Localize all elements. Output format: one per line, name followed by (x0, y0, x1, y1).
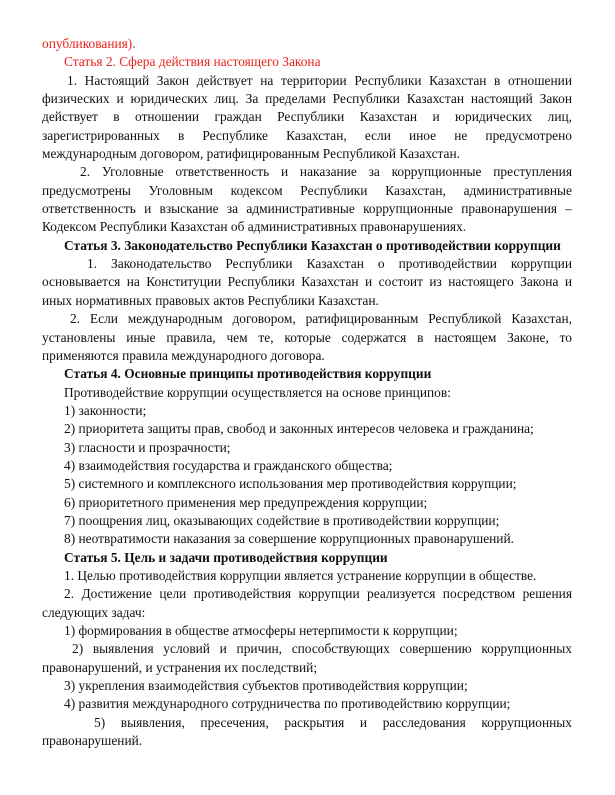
article-heading: Статья 5. Цель и задачи противодействия коррупции (64, 549, 388, 565)
article-heading: Статья 2. Сфера действия настоящего Закона (64, 54, 321, 70)
paragraph-line: 2. Если международным договором, ратифицированным Республикой Казахстан, (70, 311, 572, 327)
paragraph-line: 1) законности; (64, 402, 147, 418)
paragraph-line: 5) выявления, пресечения, раскрытия и расследования коррупционных (94, 714, 572, 730)
paragraph-line: 1) формирования в обществе атмосферы нетерпимости к коррупции; (64, 623, 458, 638)
paragraph-line: применяются правила международного договора. (42, 347, 325, 363)
paragraph-line: зарегистрированных в Республике Казахстан, если иное не предусмотрено (42, 127, 572, 143)
article-heading: Статья 3. Законодательство Республики Казахстан о противодействии коррупции (64, 237, 561, 253)
paragraph-line: правонарушений, и устранения их последствий; (42, 659, 318, 675)
paragraph-line: ответственность и взыскание за административные коррупционные правонарушения – (42, 201, 572, 217)
paragraph-line: иных нормативных правовых актов Республики Казахстан. (42, 292, 379, 308)
document-page (42, 35, 572, 750)
article-heading: Статья 4. Основные принципы противодействия коррупции (64, 366, 432, 382)
paragraph-line: 2. Достижение цели противодействия коррупции реализуется посредством решения (64, 586, 572, 602)
paragraph-line: 2) выявления условий и причин, способствующих совершению коррупционных (72, 641, 572, 657)
paragraph-line: Кодексом Республики Казахстан об административных правонарушениях. (42, 219, 467, 235)
paragraph-line: предусмотрены Уголовным кодексом Республики Казахстан, административные (42, 182, 572, 198)
paragraph-line: международным договором, ратифицированным Республикой Казахстан. (42, 146, 460, 162)
paragraph-line: 4) развития международного сотрудничества по противодействию коррупции; (64, 696, 511, 712)
paragraph-line: 2. Уголовные ответственность и наказание за коррупционные преступления (80, 164, 572, 180)
paragraph-line: 3) гласности и прозрачности; (64, 439, 231, 455)
paragraph-line: правонарушений. (42, 733, 143, 749)
paragraph-line: 4) взаимодействия государства и гражданского общества; (64, 457, 393, 473)
paragraph-line: 1. Целью противодействия коррупции является устранение коррупции в обществе. (64, 567, 537, 583)
paragraph-line: 3) укрепления взаимодействия субъектов противодействия коррупции; (64, 678, 468, 694)
paragraph-line: действует в отношении граждан Республики Казахстан и юридических лиц, (42, 109, 572, 125)
paragraph-line: 2) приоритета защиты прав, свобод и законных интересов человека и гражданина; (64, 421, 534, 437)
paragraph-line: следующих задач: (42, 604, 146, 620)
paragraph-line: 1. Законодательство Республики Казахстан о противодействии коррупции (87, 256, 572, 272)
paragraph-line: установлены иные правила, чем те, которые содержатся в настоящем Законе, то (42, 329, 572, 345)
paragraph-line: 7) поощрения лиц, оказывающих содействие в противодействии коррупции; (64, 512, 500, 528)
paragraph-line: 5) системного и комплексного использования мер противодействия коррупции; (64, 476, 517, 492)
paragraph-line: 1. Настоящий Закон действует на территории Республики Казахстан в отношении (67, 72, 572, 88)
paragraph-line: 8) неотвратимости наказания за совершение коррупционных правонарушений. (64, 531, 514, 547)
paragraph-line: основывается на Конституции Республики Казахстан и состоит из настоящего Закона и (42, 274, 572, 290)
paragraph-line: Противодействие коррупции осуществляется на основе принципов: (64, 384, 451, 400)
paragraph-line: физических и юридических лиц. За пределами Республики Казахстан настоящий Закон (42, 91, 572, 107)
paragraph-line: 6) приоритетного применения мер предупреждения коррупции; (64, 494, 428, 510)
paragraph-line: опубликования). (42, 36, 136, 51)
